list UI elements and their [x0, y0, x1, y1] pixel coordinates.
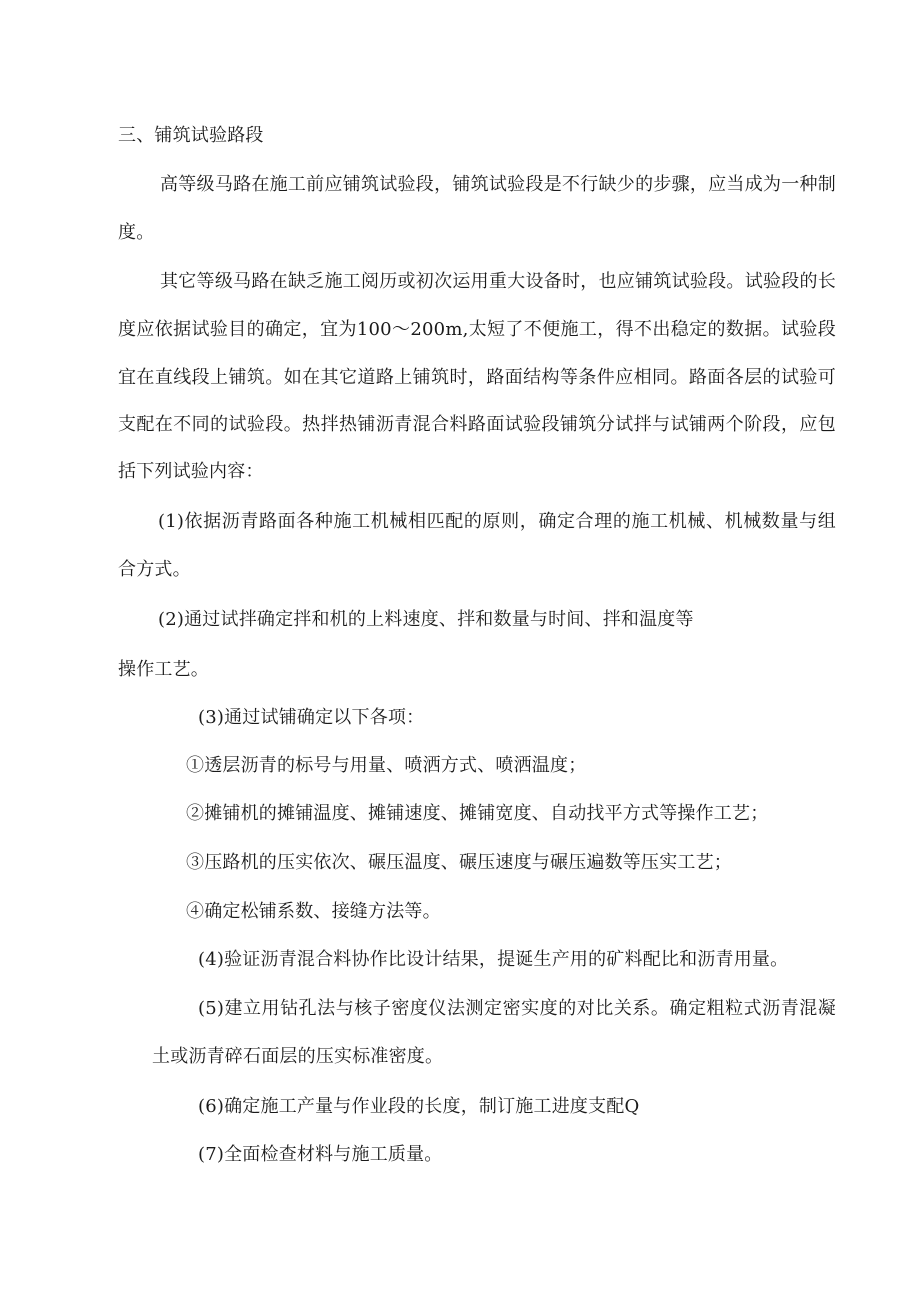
- sub-item-4: ④确定松铺系数、接缝方法等。: [186, 901, 441, 922]
- paragraph-2-line-1: 其它等级马路在缺乏施工阅历或初次运用重大设备时，也应铺筑试验段。试验段的长: [160, 271, 836, 292]
- item-5-line-2: 土或沥青碎石面层的压实标准密度。: [152, 1046, 444, 1067]
- item-4: (4)验证沥青混合料协作比设计结果，提诞生产用的矿料配比和沥青用量。: [198, 949, 789, 970]
- paragraph-2-line-5: 括下列试验内容：: [118, 461, 264, 482]
- section-heading: 三、铺筑试验路段: [118, 125, 264, 146]
- item-6: (6)确定施工产量与作业段的长度，制订施工进度支配Q: [198, 1096, 640, 1117]
- item-1-line-2: 合方式。: [118, 559, 191, 580]
- item-3: (3)通过试铺确定以下各项：: [198, 707, 425, 728]
- paragraph-2-line-2: 度应依据试验目的确定，宜为100～200m,太短了不便施工，得不出稳定的数据。试验段: [118, 319, 836, 340]
- paragraph-1-line-1: 高等级马路在施工前应铺筑试验段，铺筑试验段是不行缺少的步骤，应当成为一种制: [160, 174, 836, 195]
- paragraph-1-line-2: 度。: [118, 222, 155, 243]
- item-2-line-1: (2)通过试拌确定拌和机的上料速度、拌和数量与时间、拌和温度等: [158, 609, 694, 630]
- sub-item-2: ②摊铺机的摊铺温度、摊铺速度、摊铺宽度、自动找平方式等操作工艺；: [186, 803, 769, 824]
- item-2-line-2: 操作工艺。: [118, 659, 209, 680]
- paragraph-2-line-4: 支配在不同的试验段。热拌热铺沥青混合料路面试验段铺筑分试拌与试铺两个阶段，应包: [118, 414, 836, 435]
- sub-item-3: ③压路机的压实依次、碾压温度、碾压速度与碾压遍数等压实工艺；: [186, 852, 732, 873]
- item-1-line-1: (1)依据沥青路面各种施工机械相匹配的原则，确定合理的施工机械、机械数量与组: [158, 511, 836, 532]
- paragraph-2-line-3: 宜在直线段上铺筑。如在其它道路上铺筑时，路面结构等条件应相同。路面各层的试验可: [118, 367, 836, 388]
- item-7: (7)全面检查材料与施工质量。: [198, 1144, 443, 1165]
- sub-item-1: ①透层沥青的标号与用量、喷洒方式、喷洒温度；: [186, 755, 587, 776]
- item-5-line-1: (5)建立用钻孔法与核子密度仪法测定密实度的对比关系。确定粗粒式沥青混凝: [198, 998, 836, 1019]
